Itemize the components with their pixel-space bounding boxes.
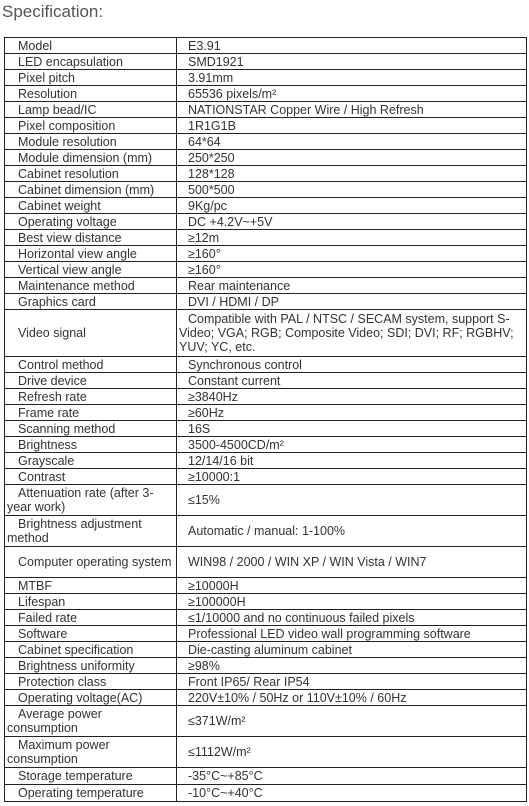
spec-label-cell [5, 469, 177, 485]
spec-value-cell [177, 357, 527, 373]
spec-label-cell [5, 642, 177, 658]
spec-row [5, 516, 527, 547]
spec-row [5, 150, 527, 166]
spec-label-cell [5, 134, 177, 150]
spec-value-cell [177, 262, 527, 278]
spec-value-cell [177, 198, 527, 214]
spec-value-cell [177, 373, 527, 389]
spec-row [5, 182, 527, 198]
spec-row [5, 485, 527, 516]
spec-value-cell [177, 230, 527, 246]
spec-row [5, 214, 527, 230]
spec-value-cell [177, 768, 527, 785]
spec-label: Video signal [18, 326, 86, 340]
spec-label-cell [5, 453, 177, 469]
spec-value: Constant current [188, 373, 281, 388]
spec-value-cell [177, 485, 527, 516]
spec-label-cell [5, 373, 177, 389]
spec-value: 250*250 [188, 150, 235, 165]
spec-value-cell [177, 610, 527, 626]
spec-label: MTBF [18, 578, 53, 593]
spec-label: Scanning method [18, 421, 116, 436]
spec-row [5, 357, 527, 373]
spec-label-cell [5, 610, 177, 626]
spec-row [5, 785, 527, 802]
spec-value-cell [177, 150, 527, 166]
spec-value-cell [177, 389, 527, 405]
spec-value-cell [177, 214, 527, 230]
spec-value-cell [177, 658, 527, 674]
spec-row [5, 453, 527, 469]
spec-label-cell [5, 278, 177, 294]
spec-label: Operating voltage [18, 214, 117, 229]
spec-row [5, 246, 527, 262]
spec-value: 64*64 [188, 134, 221, 149]
spec-value: 1R1G1B [188, 118, 236, 133]
spec-row [5, 134, 527, 150]
spec-row [5, 118, 527, 134]
spec-row [5, 578, 527, 594]
spec-value: ≤371W/m² [188, 714, 246, 728]
spec-value: ≥98% [188, 658, 220, 673]
spec-row [5, 278, 527, 294]
spec-row [5, 706, 527, 737]
spec-value-cell [177, 421, 527, 437]
spec-label: Cabinet weight [18, 198, 101, 213]
spec-label-cell [5, 38, 177, 54]
spec-label: Pixel pitch [18, 70, 75, 85]
spec-row [5, 102, 527, 118]
spec-value: NATIONSTAR Copper Wire / High Refresh [188, 102, 424, 117]
spec-label: Horizontal view angle [18, 246, 137, 261]
spec-value: ≥10000:1 [188, 469, 241, 484]
spec-label: Maintenance method [18, 278, 135, 293]
spec-row [5, 54, 527, 70]
spec-label: Vertical view angle [18, 262, 122, 277]
spec-value-cell [177, 278, 527, 294]
spec-row [5, 547, 527, 578]
spec-value: ≥100000H [188, 594, 246, 609]
spec-label-cell [5, 516, 177, 547]
spec-label-cell [5, 70, 177, 86]
spec-value-cell [177, 469, 527, 485]
spec-label: LED encapsulation [18, 54, 123, 69]
spec-label: Attenuation rate (after 3-year work) [7, 486, 154, 514]
spec-label-cell [5, 658, 177, 674]
spec-label: Grayscale [18, 453, 75, 468]
spec-value: Compatible with PAL / NTSC / SECAM system, support S-Video; VGA; RGB; Composite Video; SDI; DVI; RF; RGBHV; YUV; YC, etc. [179, 312, 514, 354]
spec-value: ≥3840Hz [188, 389, 238, 404]
spec-value-cell [177, 166, 527, 182]
spec-value-cell [177, 516, 527, 547]
spec-label: Pixel composition [18, 118, 116, 133]
spec-label-cell [5, 166, 177, 182]
spec-value: 12/14/16 bit [188, 453, 254, 468]
spec-value: ≤15% [188, 493, 220, 507]
spec-row [5, 421, 527, 437]
spec-row [5, 658, 527, 674]
spec-value: 65536 pixels/m² [188, 86, 277, 101]
spec-label: Refresh rate [18, 389, 87, 404]
spec-label: Brightness [18, 437, 78, 452]
spec-label-cell [5, 485, 177, 516]
spec-value-cell [177, 134, 527, 150]
spec-label-cell [5, 578, 177, 594]
spec-row [5, 610, 527, 626]
spec-label: Protection class [18, 674, 107, 689]
spec-value: 9Kg/pc [188, 198, 227, 213]
spec-value: ≤1112W/m² [188, 745, 251, 759]
spec-label: Drive device [18, 373, 87, 388]
spec-value: 500*500 [188, 182, 235, 197]
spec-value-cell [177, 453, 527, 469]
spec-row [5, 70, 527, 86]
spec-label: Operating voltage(AC) [18, 690, 143, 705]
spec-value: Automatic / manual: 1-100% [188, 524, 346, 538]
spec-value: DVI / HDMI / DP [188, 294, 279, 309]
spec-value-cell [177, 38, 527, 54]
spec-value-cell [177, 547, 527, 578]
spec-row [5, 373, 527, 389]
spec-label-cell [5, 437, 177, 453]
spec-label-cell [5, 182, 177, 198]
spec-label: Lifespan [18, 594, 66, 609]
spec-value: -10°C~+40°C [188, 786, 263, 800]
spec-label: Best view distance [18, 230, 122, 245]
spec-label: Maximum power consumption [7, 738, 110, 766]
spec-label-cell [5, 54, 177, 70]
spec-row [5, 690, 527, 706]
spec-label-cell [5, 737, 177, 768]
spec-label-cell [5, 405, 177, 421]
spec-value: ≤1/10000 and no continuous failed pixels [188, 610, 415, 625]
spec-row [5, 626, 527, 642]
spec-label-cell [5, 102, 177, 118]
spec-row [5, 166, 527, 182]
spec-value-cell [177, 642, 527, 658]
spec-label-cell [5, 674, 177, 690]
page-title: Specification: [2, 2, 104, 21]
spec-value: ≥12m [188, 230, 220, 245]
spec-value-cell [177, 785, 527, 802]
spec-value: ≥10000H [188, 578, 239, 593]
spec-value: -35°C~+85°C [188, 769, 263, 783]
spec-value: 16S [188, 421, 211, 436]
spec-label: Module dimension (mm) [18, 150, 153, 165]
spec-label: Lamp bead/IC [18, 102, 97, 117]
spec-label-cell [5, 389, 177, 405]
spec-value: 3.91mm [188, 70, 234, 85]
spec-label-cell [5, 150, 177, 166]
spec-row [5, 198, 527, 214]
spec-row [5, 737, 527, 768]
spec-value-cell [177, 102, 527, 118]
spec-value-cell [177, 626, 527, 642]
spec-label-cell [5, 294, 177, 310]
spec-value-cell [177, 118, 527, 134]
spec-value-cell [177, 594, 527, 610]
spec-label: Control method [18, 357, 104, 372]
spec-value: 220V±10% / 50Hz or 110V±10% / 60Hz [188, 690, 407, 705]
spec-value-cell [177, 86, 527, 102]
spec-row [5, 230, 527, 246]
spec-row [5, 38, 527, 54]
spec-label-cell [5, 230, 177, 246]
spec-value: DC +4.2V~+5V [188, 214, 273, 229]
spec-value-cell [177, 310, 527, 357]
spec-label-cell [5, 690, 177, 706]
spec-label-cell [5, 357, 177, 373]
spec-value: Synchronous control [188, 357, 302, 372]
spec-value: WIN98 / 2000 / WIN XP / WIN Vista / WIN7 [188, 555, 427, 569]
spec-value-cell [177, 246, 527, 262]
spec-label-cell [5, 118, 177, 134]
spec-value-cell [177, 737, 527, 768]
spec-row [5, 294, 527, 310]
specification-table [4, 37, 527, 802]
spec-label: Resolution [18, 86, 78, 101]
specification-table-body [5, 38, 527, 802]
spec-row [5, 768, 527, 785]
spec-value: 128*128 [188, 166, 235, 181]
spec-row [5, 86, 527, 102]
spec-row [5, 405, 527, 421]
spec-label-cell [5, 262, 177, 278]
spec-label: Module resolution [18, 134, 117, 149]
spec-label: Storage temperature [18, 769, 133, 783]
spec-value-cell [177, 54, 527, 70]
spec-label-cell [5, 706, 177, 737]
spec-row [5, 674, 527, 690]
spec-label: Cabinet resolution [18, 166, 119, 181]
spec-label-cell [5, 214, 177, 230]
spec-label: Brightness uniformity [18, 658, 135, 673]
spec-value-cell [177, 578, 527, 594]
spec-label: Software [18, 626, 68, 641]
spec-label-cell [5, 198, 177, 214]
spec-label-cell [5, 86, 177, 102]
spec-value: ≥60Hz [188, 405, 225, 420]
spec-label-cell [5, 547, 177, 578]
spec-value: Professional LED video wall programming software [188, 626, 471, 641]
spec-row [5, 594, 527, 610]
spec-label: Graphics card [18, 294, 96, 309]
spec-value: E3.91 [188, 38, 221, 53]
spec-row [5, 642, 527, 658]
spec-row [5, 389, 527, 405]
spec-label: Computer operating system [18, 555, 172, 569]
spec-value-cell [177, 405, 527, 421]
spec-label: Contrast [18, 469, 66, 484]
spec-value-cell [177, 690, 527, 706]
spec-value: ≥160° [188, 246, 221, 261]
spec-value: SMD1921 [188, 54, 244, 69]
spec-value-cell [177, 674, 527, 690]
spec-label-cell [5, 310, 177, 357]
spec-value-cell [177, 294, 527, 310]
spec-label: Brightness adjustment method [7, 517, 142, 545]
spec-value: 3500-4500CD/m² [188, 437, 284, 452]
spec-value: Die-casting aluminum cabinet [188, 642, 352, 657]
spec-row [5, 437, 527, 453]
spec-row [5, 262, 527, 278]
spec-value-cell [177, 706, 527, 737]
spec-label-cell [5, 785, 177, 802]
spec-value-cell [177, 437, 527, 453]
spec-label: Operating temperature [18, 786, 144, 800]
spec-label-cell [5, 594, 177, 610]
spec-label-cell [5, 421, 177, 437]
spec-value: Front IP65/ Rear IP54 [188, 674, 310, 689]
spec-label: Failed rate [18, 610, 78, 625]
spec-row [5, 310, 527, 357]
spec-label: Frame rate [18, 405, 80, 420]
spec-label: Average power consumption [7, 707, 102, 735]
spec-value-cell [177, 182, 527, 198]
spec-label: Cabinet specification [18, 642, 134, 657]
spec-row [5, 469, 527, 485]
spec-value-cell [177, 70, 527, 86]
spec-label-cell [5, 768, 177, 785]
spec-label-cell [5, 626, 177, 642]
spec-label: Cabinet dimension (mm) [18, 182, 155, 197]
spec-label-cell [5, 246, 177, 262]
spec-value: Rear maintenance [188, 278, 291, 293]
spec-label: Model [18, 38, 53, 53]
spec-value: ≥160° [188, 262, 221, 277]
